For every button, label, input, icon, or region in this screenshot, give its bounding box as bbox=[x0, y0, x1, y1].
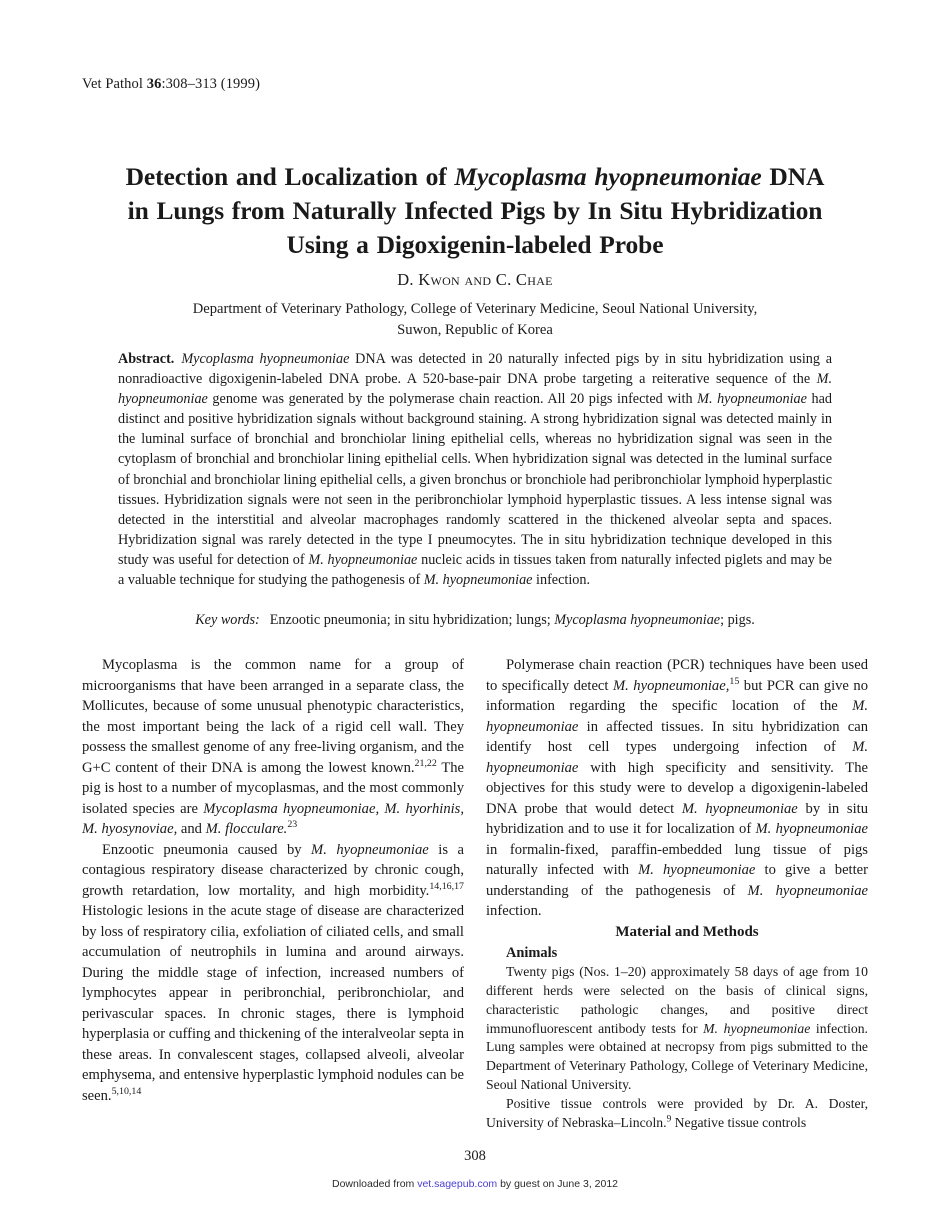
rpara-species-4: M. hyopneumoniae bbox=[681, 800, 798, 817]
rpara-species-6: M. hyopneumoniae bbox=[638, 862, 756, 878]
para2-species-1: M. hyopneumoniae bbox=[311, 841, 429, 858]
rpara-text-4: with high specificity and sensitivity. The objectives for this study were to develop a digoxigenin-labeled DNA probe that would detect bbox=[486, 759, 868, 817]
body-column-right bbox=[486, 655, 868, 1133]
keywords-text-post: ; pigs. bbox=[720, 612, 755, 628]
abstract-label: Abstract. bbox=[118, 351, 175, 367]
citation-ref-14-16-17: 14,16,17 bbox=[429, 880, 464, 892]
paragraph-methods-1 bbox=[486, 963, 868, 1095]
rpara-species-5: M. hyopneumoniae bbox=[755, 821, 868, 837]
affiliation-line-1: Department of Veterinary Pathology, College of Veterinary Medicine, Seoul National University, bbox=[192, 301, 758, 317]
subsection-heading-animals: Animals bbox=[506, 944, 558, 961]
source-site-link[interactable]: vet.sagepub.com bbox=[417, 1178, 498, 1190]
citation-ref-21-22: 21,22 bbox=[414, 757, 437, 769]
rpara-text-3: in affected tissues. In situ hybridization can identify host cell types undergoing infection of bbox=[486, 718, 868, 755]
para2-text-2: is a contagious respiratory disease characterized by chronic cough, growth retardation, low mortality, and high morbidity. bbox=[82, 841, 464, 899]
abstract-block bbox=[118, 349, 832, 590]
para2-text-3: Histologic lesions in the acute stage of disease are characterized by loss of respiratory cilia, exfoliation of ciliated cells, and small accumulation of neutrophils in lumina and around airways. During the middle stage of infection, increased numbers of lymphocytes appear in peribronchial, peribronchiolar, and perivascular spaces. In chronic stages, there is lymphoid hyperplasia or cuffing and thickening of the interalveolar septa in these areas. In convalescent stages, collapsed alveoli, alveolar emphysema, and entensive hyperplastic lymphoid nodules can be seen. bbox=[82, 903, 464, 1104]
page-number: 308 bbox=[464, 1148, 486, 1164]
affiliation-line-2: Suwon, Republic of Korea bbox=[397, 321, 553, 338]
methods2-text-1: Positive tissue controls were provided by Dr. A. Doster, University of Nebraska–Lincoln. bbox=[486, 1096, 868, 1131]
paragraph-intro-1 bbox=[82, 655, 464, 840]
para-text-3: and bbox=[177, 821, 206, 837]
journal-volume: 36 bbox=[146, 76, 162, 92]
download-watermark bbox=[0, 1178, 950, 1190]
rpara-text-8: infection. bbox=[486, 903, 542, 919]
abstract-text-5: infection. bbox=[532, 572, 591, 589]
journal-year: (1999) bbox=[220, 76, 261, 92]
title-species-name: Mycoplasma hyopneumoniae bbox=[454, 162, 762, 191]
para-text-1: Mycoplasma is the common name for a group of microorganisms that have been arranged in a separate class, the Mollicutes, because of some unusual phenotypic characteristics, the most important being the lack of a rigid cell wall. They possess the smallest genome of any free-living organism, and the G+C content of their DNA is among the lowest known. bbox=[82, 657, 464, 776]
rpara-text-5: by in situ hybridization and to use it for localization of bbox=[486, 800, 868, 837]
section-heading-material-and-methods: Material and Methods bbox=[615, 923, 759, 940]
author-list: D. Kwon and C. Chae bbox=[397, 270, 553, 289]
abstract-species-3: M. hyopneumoniae bbox=[697, 391, 807, 408]
para2-text-1: Enzootic pneumonia caused by bbox=[102, 841, 312, 858]
abstract-text-4: nucleic acids in tissues taken from naturally infected piglets and may be a valuable technique for studying the pathogenesis of bbox=[118, 551, 832, 589]
abstract-text-3: had distinct and positive hybridization signals without background staining. A strong hybridization signal was detected mainly in the luminal surface of bronchial and bronchiolar lining epithelial cells, whereas no hybridization signal was seen in the cytoplasm of bronchial and bronchiolar lining epithelial cells. When hybridization signal was detected in the luminal surface of bronchial and bronchiolar lining epithelial cells, a given bronchus or bronchiole had peribronchiolar lymphoid hyperplastic tissues. Hybridization signals were not seen in the peribronchiolar lymphoid hyperplastic tissues. A less intense signal was detected in the interstitial and alveolar macrophages randomly scattered in the thickened alveolar septa and spaces. Hybridization signal was rarely detected in the type I pneumocytes. The in situ hybridization technique developed in this study was useful for detection of bbox=[118, 391, 832, 568]
rpara-species-7: M. hyopneumoniae bbox=[747, 882, 869, 899]
title-line-1-pre: Detection and Localization of bbox=[125, 162, 455, 191]
journal-pages: :308–313 bbox=[161, 76, 218, 92]
keywords-block bbox=[118, 612, 832, 629]
download-text-post: by guest on June 3, 2012 bbox=[497, 1178, 619, 1190]
methods-species-1: M. hyopneumoniae bbox=[703, 1020, 811, 1036]
rpara-text-7: to give a better understanding of the pathogenesis of bbox=[486, 862, 868, 899]
para-text-2: The pig is host to a number of mycoplasmas, and the most commonly isolated species are bbox=[82, 759, 465, 817]
methods2-text-2: Negative tissue controls bbox=[671, 1115, 807, 1131]
rpara-text-1: Polymerase chain reaction (PCR) techniques have been used to specifically detect bbox=[486, 657, 868, 694]
abstract-text-1: DNA was detected in 20 naturally infected pigs by in situ hybridization using a nonradioactive digoxigenin-labeled DNA probe. A 520-base-pair DNA probe targeting a reiterative sequence of the bbox=[118, 351, 832, 388]
title-line-3: Using a Digoxigenin-labeled Probe bbox=[286, 229, 664, 259]
body-column-left bbox=[82, 655, 464, 1106]
abstract-species-4: M. hyopneumoniae bbox=[308, 551, 418, 568]
para-species-1: Mycoplasma hyopneumoniae, M. hyorhinis, M. hyosynoviae, bbox=[82, 800, 464, 837]
rpara-text-2: but PCR can give no information regarding the specific location of the bbox=[486, 677, 868, 714]
citation-ref-23: 23 bbox=[287, 819, 298, 831]
title-line-2: in Lungs from Naturally Infected Pigs by In Situ Hybridization bbox=[127, 195, 823, 225]
journal-citation-line bbox=[82, 76, 260, 93]
title-line-1-post: DNA bbox=[761, 162, 825, 191]
abstract-species-1: Mycoplasma hyopneumoniae bbox=[181, 351, 350, 367]
journal-name: Vet Pathol bbox=[82, 76, 144, 92]
citation-ref-5-10-14: 5,10,14 bbox=[111, 1085, 142, 1097]
page-title bbox=[75, 160, 875, 262]
citation-ref-15: 15 bbox=[729, 675, 740, 687]
download-text-pre: Downloaded from bbox=[331, 1178, 418, 1190]
rpara-species-1: M. hyopneumoniae, bbox=[612, 677, 730, 694]
methods-text-1: Twenty pigs (Nos. 1–20) approximately 58 days of age from 10 different herds were selected on the basis of clinical signs, characteristic pathologic changes, and positive direct immunofluorescent antibody tests for bbox=[486, 963, 868, 1036]
paragraph-intro-2 bbox=[82, 840, 464, 1107]
citation-ref-9: 9 bbox=[666, 1114, 672, 1125]
rpara-species-3: M. hyopneumoniae bbox=[486, 739, 868, 776]
para-species-2: M. flocculare. bbox=[205, 821, 288, 837]
keywords-text-pre: Enzootic pneumonia; in situ hybridization; lungs; bbox=[269, 612, 555, 628]
paragraph-intro-3 bbox=[486, 655, 868, 922]
keywords-label: Key words: bbox=[195, 612, 260, 628]
methods-text-2: infection. Lung samples were obtained at necropsy from pigs submitted to the Department of Veterinary Pathology, College of Veterinary Medicine, Seoul National University. bbox=[486, 1020, 868, 1093]
keywords-species: Mycoplasma hyopneumoniae bbox=[554, 612, 721, 628]
paragraph-methods-2 bbox=[486, 1095, 868, 1133]
rpara-text-6: in formalin-fixed, paraffin-embedded lung tissue of pigs naturally infected with bbox=[486, 841, 868, 878]
title-block bbox=[75, 160, 875, 262]
abstract-species-2: M. hyopneumoniae bbox=[118, 371, 832, 408]
abstract-species-5: M. hyopneumoniae bbox=[423, 572, 533, 589]
abstract-text-2: genome was generated by the polymerase chain reaction. All 20 pigs infected with bbox=[207, 391, 698, 408]
affiliation-block bbox=[140, 299, 810, 340]
rpara-species-2: M. hyopneumoniae bbox=[486, 698, 868, 735]
